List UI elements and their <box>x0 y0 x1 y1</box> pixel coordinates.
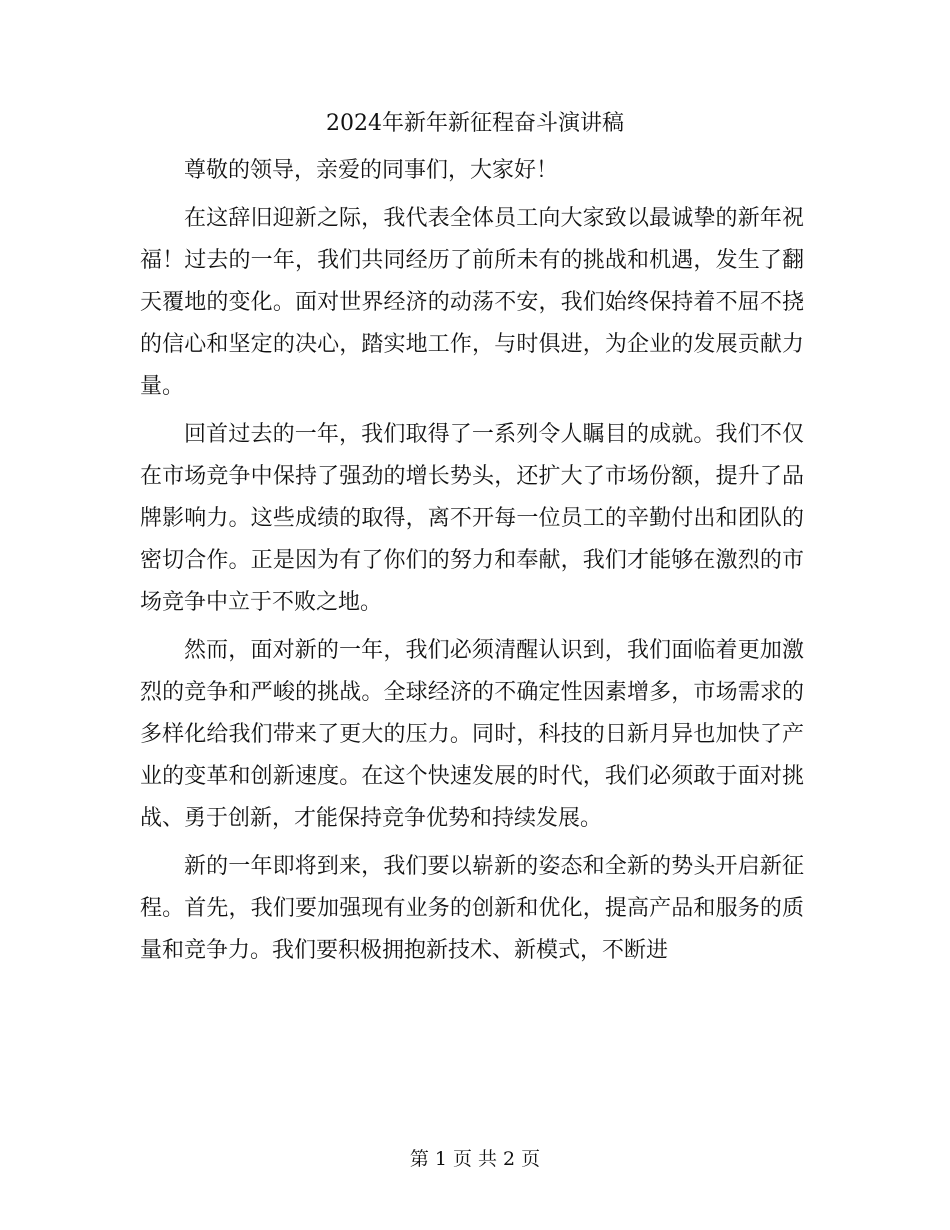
paragraph-challenges: 然而，面对新的一年，我们必须清醒认识到，我们面临着更加激烈的竞争和严峻的挑战。全球经济的不确定性因素增多，市场需求的多样化给我们带来了更大的压力。同时，科技的日新月异也加快了产业的变革和创新速度。在这个快速发展的时代，我们必须敢于面对挑战、勇于创新，才能保持竞争优势和持续发展。 <box>140 638 804 831</box>
document-body <box>140 150 804 978</box>
paragraph-new-year-wishes: 在这辞旧迎新之际，我代表全体员工向大家致以最诚挚的新年祝福！过去的一年，我们共同经历了前所未有的挑战和机遇，发生了翻天覆地的变化。面对世界经济的动荡不安，我们始终保持着不屈不挠的信心和坚定的决心，踏实地工作，与时俱进，为企业的发展贡献力量。 <box>140 206 804 399</box>
paragraph-greeting: 尊敬的领导，亲爱的同事们，大家好！ <box>184 158 559 183</box>
paragraph-achievements: 回首过去的一年，我们取得了一系列令人瞩目的成就。我们不仅在市场竞争中保持了强劲的增长势头，还扩大了市场份额，提升了品牌影响力。这些成绩的取得，离不开每一位员工的辛勤付出和团队的密切合作。正是因为有了你们的努力和奉献，我们才能够在激烈的市场竞争中立于不败之地。 <box>140 422 804 615</box>
document-title: 2024年新年新征程奋斗演讲稿 <box>326 111 624 136</box>
paragraph-new-journey: 新的一年即将到来，我们要以崭新的姿态和全新的势头开启新征程。首先，我们要加强现有业务的创新和优化，提高产品和服务的质量和竞争力。我们要积极拥抱新技术、新模式，不断进 <box>140 854 804 963</box>
page-number-footer: 第 1 页 共 2 页 <box>409 1148 541 1170</box>
